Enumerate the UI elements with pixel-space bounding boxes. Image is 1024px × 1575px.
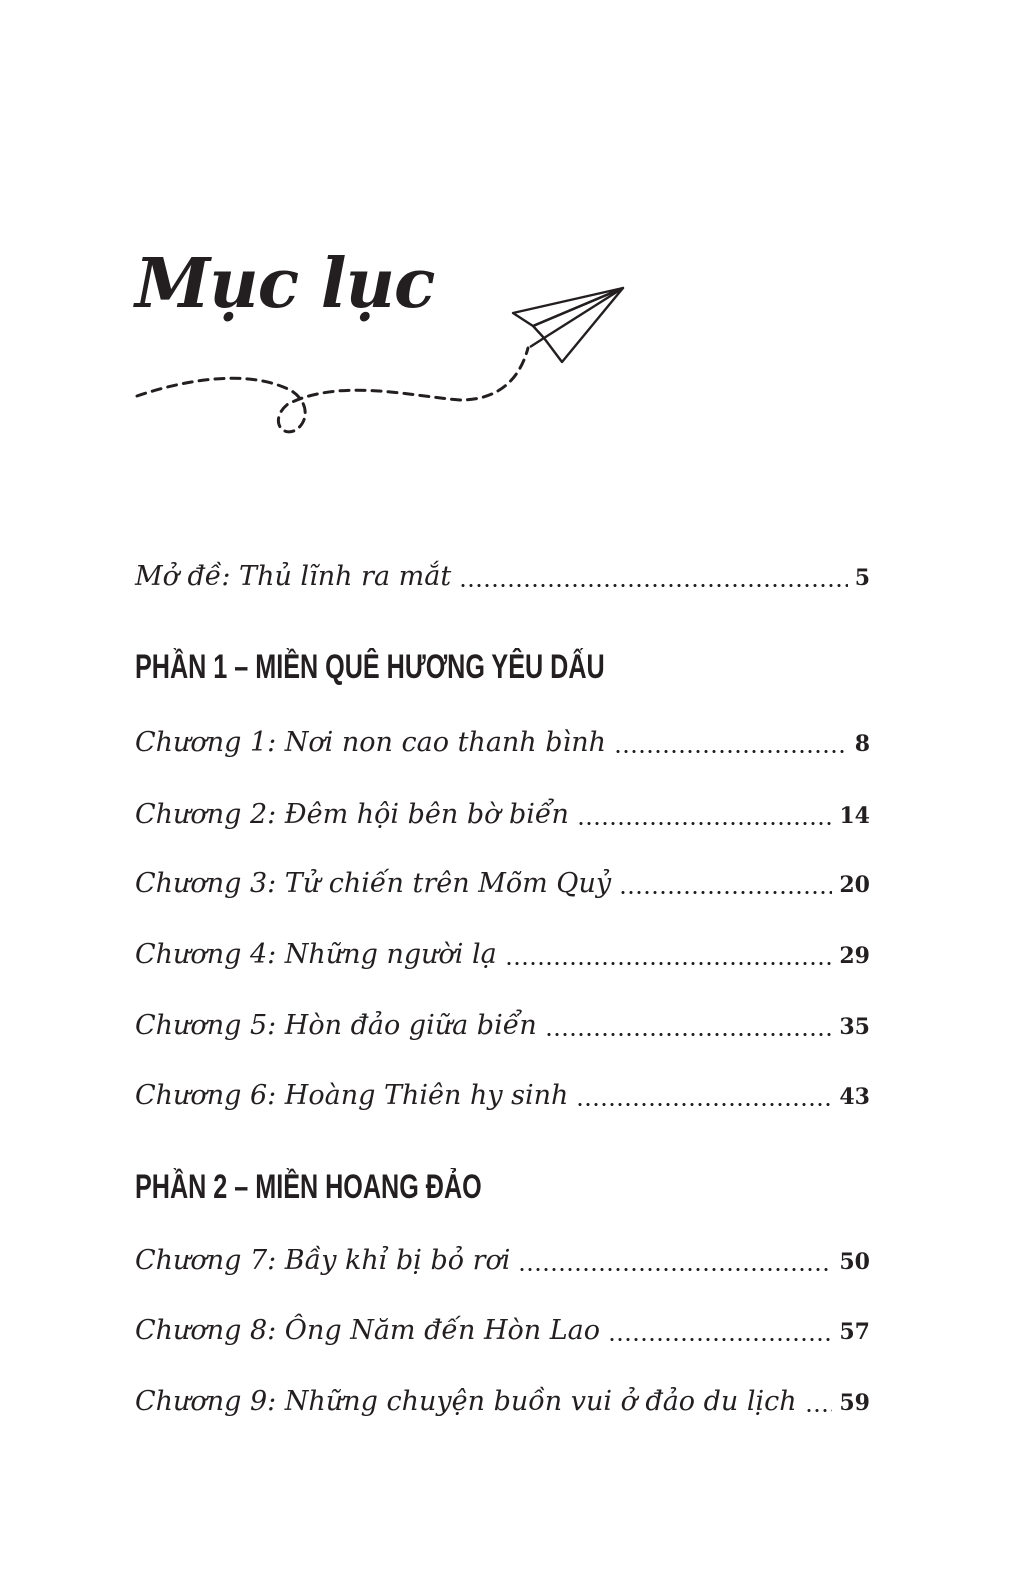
toc-entry-label: Chương 5: Hòn đảo giữa biển <box>135 1010 537 1041</box>
toc-entry-chapter-1[interactable] <box>135 728 870 758</box>
toc-page-number: 29 <box>839 943 870 969</box>
toc-entry-chapter-5[interactable] <box>135 1011 870 1041</box>
toc-entry-label: Chương 9: Những chuyện buồn vui ở đảo du lịch <box>135 1386 797 1417</box>
dot-leader <box>505 962 833 965</box>
paper-plane-decoration <box>130 278 630 443</box>
dot-leader <box>576 1103 832 1106</box>
part-heading-1: PHẦN 1 – MIỀN QUÊ HƯƠNG YÊU DẤU <box>135 648 605 686</box>
dot-leader <box>614 750 848 753</box>
dot-leader <box>545 1033 833 1036</box>
toc-page-number: 50 <box>839 1249 870 1275</box>
toc-page-number: 20 <box>839 872 870 898</box>
toc-entry-label: Chương 6: Hoàng Thiên hy sinh <box>135 1080 569 1111</box>
paper-plane-icon <box>513 288 623 362</box>
toc-entry-label: Chương 3: Tử chiến trên Mõm Quỷ <box>135 868 612 899</box>
toc-page-number: 59 <box>839 1390 870 1416</box>
dot-leader <box>619 891 832 894</box>
part-heading-2: PHẦN 2 – MIỀN HOANG ĐẢO <box>135 1168 482 1206</box>
toc-page-number: 35 <box>839 1014 870 1040</box>
toc-entry-chapter-9[interactable] <box>135 1387 870 1417</box>
toc-entry-label: Chương 1: Nơi non cao thanh bình <box>135 727 606 758</box>
toc-entry-chapter-4[interactable] <box>135 940 870 970</box>
toc-entry-chapter-3[interactable] <box>135 869 870 899</box>
toc-entry-label: Mở đề: Thủ lĩnh ra mắt <box>135 561 452 592</box>
toc-entry-chapter-6[interactable] <box>135 1081 870 1111</box>
toc-entry-label: Chương 7: Bầy khỉ bị bỏ rơi <box>135 1245 511 1276</box>
page-title: Mục lục <box>135 244 435 324</box>
toc-entry-chapter-2[interactable] <box>135 800 870 830</box>
toc-entry-label: Chương 8: Ông Năm đến Hòn Lao <box>135 1315 601 1346</box>
dot-leader <box>518 1268 832 1271</box>
toc-page-number: 57 <box>839 1319 870 1345</box>
toc-entry-intro[interactable] <box>135 562 870 592</box>
dashed-loop-trail <box>137 348 528 432</box>
toc-page-number: 14 <box>839 803 870 829</box>
dot-leader <box>608 1338 832 1341</box>
dot-leader <box>459 584 847 587</box>
toc-page-number: 43 <box>839 1084 870 1110</box>
toc-page-number: 8 <box>854 731 870 757</box>
dot-leader <box>577 822 832 825</box>
toc-entry-chapter-7[interactable] <box>135 1246 870 1276</box>
toc-entry-chapter-8[interactable] <box>135 1316 870 1346</box>
toc-entry-label: Chương 4: Những người lạ <box>135 939 497 970</box>
dot-leader <box>805 1409 833 1412</box>
toc-page-number: 5 <box>854 565 870 591</box>
toc-entry-label: Chương 2: Đêm hội bên bờ biển <box>135 799 569 830</box>
